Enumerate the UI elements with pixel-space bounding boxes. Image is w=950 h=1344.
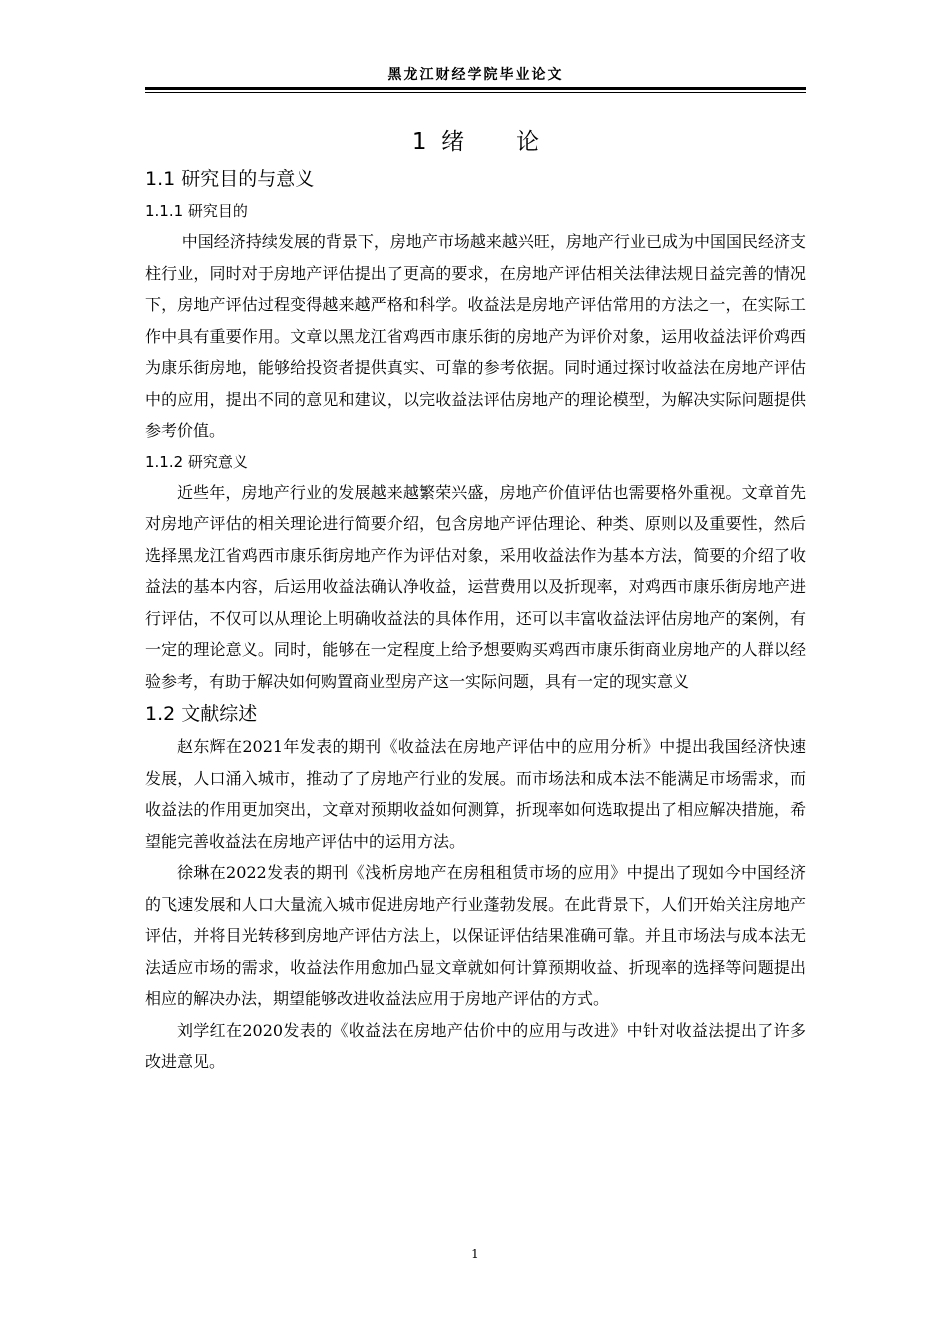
- paragraph: 徐琳在2022发表的期刊《浅析房地产在房租租赁市场的应用》中提出了现如今中国经济的飞速发展和人口大量流入城市促进房地产行业蓬勃发展。在此背景下，人们开始关注房地产评估，并将目光转移到房地产评估方法上，以保证评估结果准确可靠。并且市场法与成本法无法适应市场的需求，收益法作用愈加凸显文章就如何计算预期收益、折现率的选择等问题提出相应的解决办法，期望能够改进收益法应用于房地产评估的方式。: [145, 863, 806, 1008]
- header-rule-thick: [145, 87, 806, 90]
- chapter-number: 1: [411, 129, 427, 155]
- paragraph: 刘学红在2020发表的《收益法在房地产估价中的应用与改进》中针对收益法提出了许多改进意见。: [145, 1020, 806, 1071]
- page-number: 1: [471, 1247, 479, 1261]
- chapter-title-part-2: 论: [516, 129, 540, 155]
- chapter-title-part-1: 绪: [441, 129, 465, 155]
- section-heading-1-2: 1.2 文献综述: [145, 703, 258, 725]
- subsection-heading-1-1-1: 1.1.1 研究目的: [145, 202, 248, 220]
- paragraph: 中国经济持续发展的背景下，房地产市场越来越兴旺，房地产行业已成为中国国民经济支柱行业，同时对于房地产评估提出了更高的要求，在房地产评估相关法律法规日益完善的情况下，房地产评估过程变得越来越严格和科学。收益法是房地产评估常用的方法之一，在实际工作中具有重要作用。文章以黑龙江省鸡西市康乐街的房地产为评价对象，运用收益法评价鸡西为康乐街房地，能够给投资者提供真实、可靠的参考依据。同时通过探讨收益法在房地产评估中的应用，提出不同的意见和建议，以完收益法评估房地产的理论模型，为解决实际问题提供参考价值。: [145, 232, 806, 440]
- subsection-heading-1-1-2: 1.1.2 研究意义: [145, 452, 248, 471]
- header-rule-thin: [145, 92, 806, 93]
- paragraph: 近些年，房地产行业的发展越来越繁荣兴盛，房地产价值评估也需要格外重视。文章首先对房地产评估的相关理论进行简要介绍，包含房地产评估理论、种类、原则以及重要性，然后选择黑龙江省鸡西市康乐街房地产作为评估对象，采用收益法作为基本方法，简要的介绍了收益法的基本内容，后运用收益法确认净收益，运营费用以及折现率，对鸡西市康乐街房地产进行评估，不仅可以从理论上明确收益法的具体作用，还可以丰富收益法评估房地产的案例，有一定的理论意义。同时，能够在一定程度上给予想要购买鸡西市康乐街商业房地产的人群以经验参考，有助于解决如何购置商业型房产这一实际问题，具有一定的现实意义: [145, 482, 806, 691]
- running-header: 黑龙江财经学院毕业论文: [387, 67, 564, 83]
- paragraph: 赵东辉在2021年发表的期刊《收益法在房地产评估中的应用分析》中提出我国经济快速发展，人口涌入城市，推动了了房地产行业的发展。而市场法和成本法不能满足市场需求，而收益法的作用更加突出，文章对预期收益如何测算，折现率如何选取提出了相应解决措施，希望能完善收益法在房地产评估中的运用方法。: [145, 737, 806, 851]
- section-heading-1-1: 1.1 研究目的与意义: [145, 168, 315, 190]
- page-body: [145, 122, 806, 1078]
- chapter-title: [145, 122, 806, 162]
